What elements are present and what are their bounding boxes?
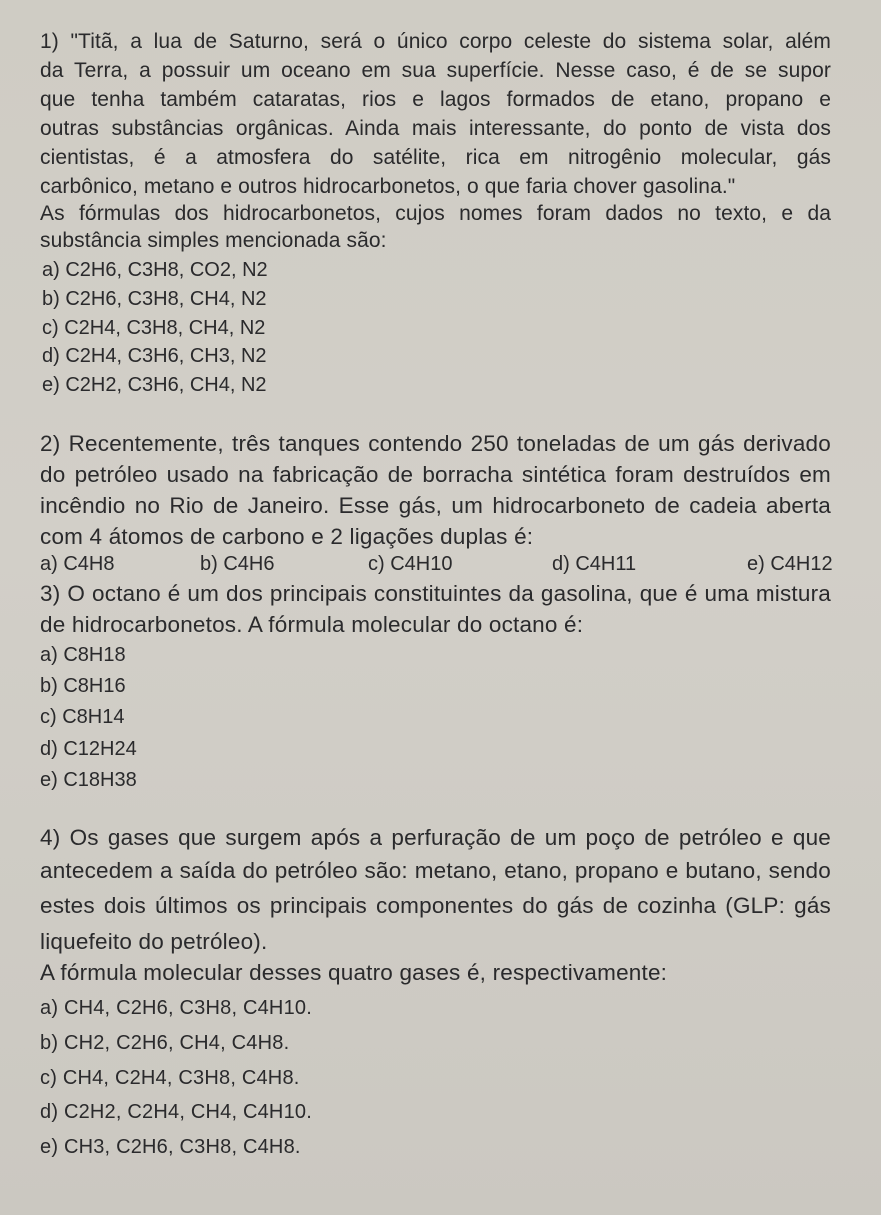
q4-line: A fórmula molecular desses quatro gases é, respectivamente: — [40, 960, 668, 985]
q1-line: cientistas, é a atmosfera do satélite, rica em nitrogênio molecular, gás — [40, 146, 831, 169]
q2-line: incêndio no Rio de Janeiro. Esse gás, um hidrocarboneto de cadeia aberta — [40, 493, 831, 518]
q2-option-d: d) C4H11 — [552, 553, 637, 575]
q4-option-b: b) CH2, C2H6, CH4, C4H8. — [40, 1032, 290, 1054]
q1-option-a: a) C2H6, C3H8, CO2, N2 — [42, 259, 268, 281]
q2-line: 2) Recentemente, três tanques contendo 250 toneladas de um gás derivado — [40, 431, 831, 456]
q2-option-b: b) C4H6 — [200, 553, 275, 575]
q1-line: outras substâncias orgânicas. Ainda mais interessante, do ponto de vista dos — [40, 117, 831, 140]
q1-option-b: b) C2H6, C3H8, CH4, N2 — [42, 288, 267, 310]
q4-line: liquefeito do petróleo). — [40, 929, 268, 954]
q1-line: da Terra, a possuir um oceano em sua superfície. Nesse caso, é de se supor — [40, 59, 831, 82]
q1-option-d: d) C2H4, C3H6, CH3, N2 — [42, 345, 267, 367]
q1-line: 1) "Titã, a lua de Saturno, será o único corpo celeste do sistema solar, além — [40, 30, 831, 53]
q4-option-e: e) CH3, C2H6, C3H8, C4H8. — [40, 1136, 301, 1158]
q4-option-d: d) C2H2, C2H4, CH4, C4H10. — [40, 1101, 312, 1123]
q4-line: estes dois últimos os principais componentes do gás de cozinha (GLP: gás — [40, 893, 831, 918]
q2-option-e: e) C4H12 — [747, 553, 833, 575]
q3-option-d: d) C12H24 — [40, 738, 137, 760]
q3-option-b: b) C8H16 — [40, 675, 126, 697]
q3-option-c: c) C8H14 — [40, 706, 125, 728]
q2-line: do petróleo usado na fabricação de borracha sintética foram destruídos em — [40, 462, 831, 487]
q4-line: 4) Os gases que surgem após a perfuração de um poço de petróleo e que — [40, 825, 831, 850]
q2-line: com 4 átomos de carbono e 2 ligações duplas é: — [40, 524, 534, 549]
q1-line: carbônico, metano e outros hidrocarbonetos, o que faria chover gasolina." — [40, 175, 736, 198]
q1-line: que tenha também cataratas, rios e lagos formados de etano, propano e — [40, 88, 831, 111]
q1-option-e: e) C2H2, C3H6, CH4, N2 — [42, 374, 267, 396]
q2-option-c: c) C4H10 — [368, 553, 453, 575]
q3-option-e: e) C18H38 — [40, 769, 137, 791]
q2-option-a: a) C4H8 — [40, 553, 115, 575]
q3-line: de hidrocarbonetos. A fórmula molecular do octano é: — [40, 612, 584, 637]
q1-line: substância simples mencionada são: — [40, 229, 387, 252]
q3-option-a: a) C8H18 — [40, 644, 126, 666]
q4-option-c: c) CH4, C2H4, C3H8, C4H8. — [40, 1067, 300, 1089]
q4-option-a: a) CH4, C2H6, C3H8, C4H10. — [40, 997, 312, 1019]
q1-line: As fórmulas dos hidrocarbonetos, cujos nomes foram dados no texto, e da — [40, 202, 831, 225]
q3-line: 3) O octano é um dos principais constituintes da gasolina, que é uma mistura — [40, 581, 831, 606]
q1-option-c: c) C2H4, C3H8, CH4, N2 — [42, 317, 266, 339]
q4-line: antecedem a saída do petróleo são: metano, etano, propano e butano, sendo — [40, 858, 831, 883]
